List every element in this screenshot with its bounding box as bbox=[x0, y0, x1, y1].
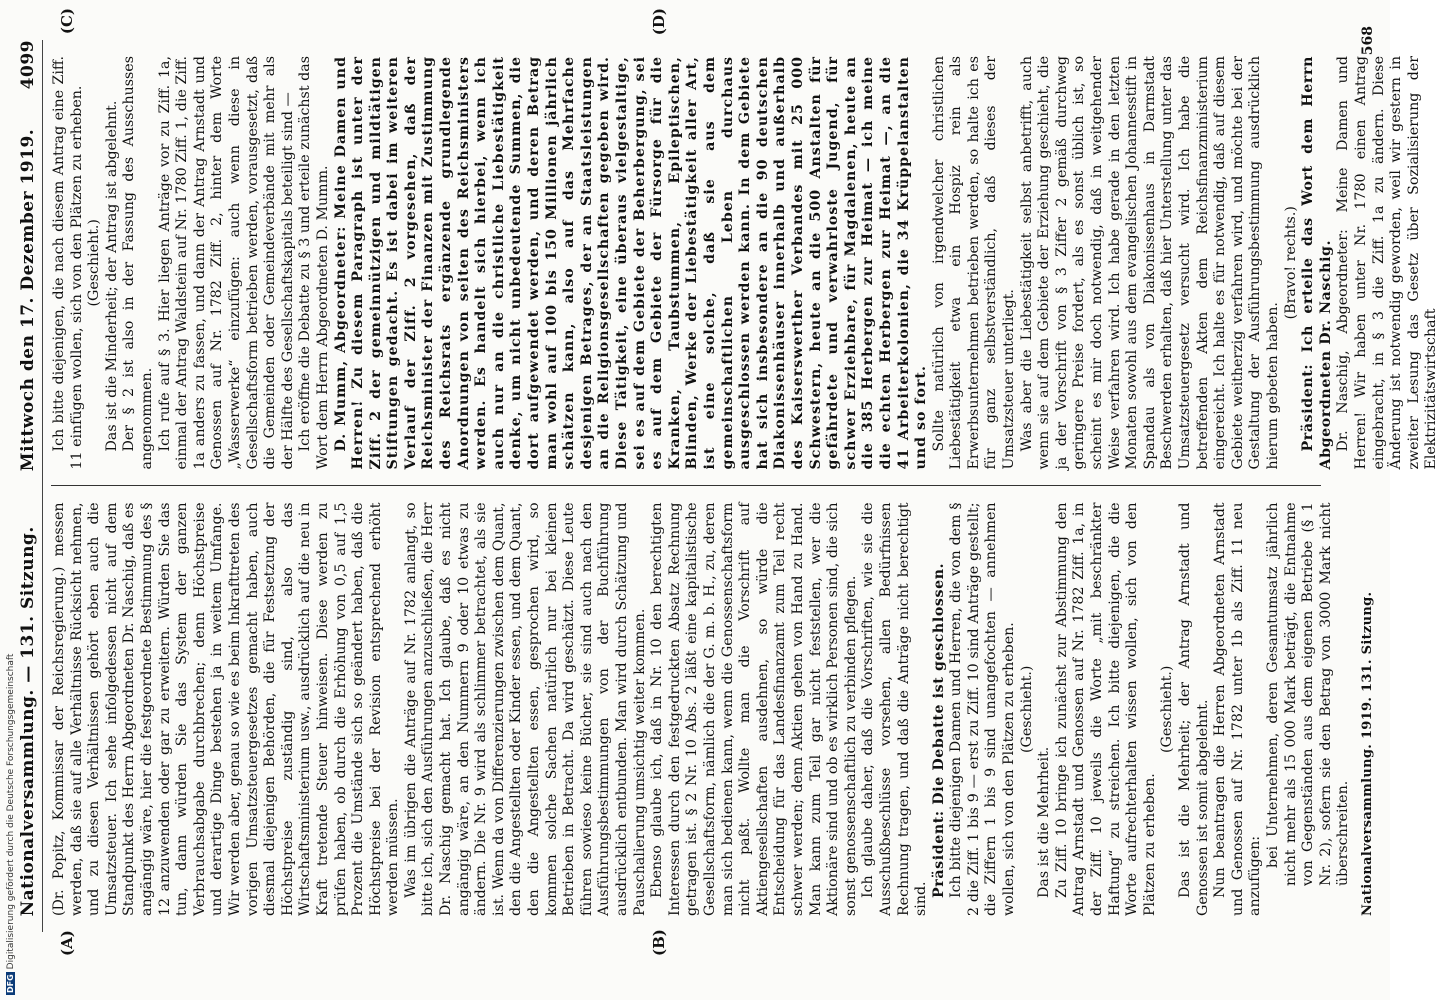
margin-marker-a: (A) bbox=[58, 930, 76, 956]
paragraph: Nun beantragen die Herren Abgeordneten Arnstadt und Genossen auf Nr. 1782 unter 1b als Ziff. 11 neu anzufügen: bbox=[1212, 502, 1264, 916]
header-session-title: Nationalversammlung. — 131. Sitzung. bbox=[18, 526, 38, 917]
margin-marker-c: (C) bbox=[58, 8, 76, 35]
sheet-number: 568 bbox=[1360, 26, 1376, 56]
credit-text: Digitalisierung gefördert durch die Deutsche Forschungsgemeinschaft bbox=[6, 653, 16, 970]
paragraph: Das ist die Minderheit; der Antrag ist abgelehnt. bbox=[103, 100, 120, 452]
speaker-paragraph: D. Mumm, Abgeordneter: Meine Damen und Herren! Zu diesem Paragraph ist unter der Ziff. 2 der gemeinnützigen und mildtätigen Stiftungen gedacht. Es ist dabei im weiteren Verlauf der Ziff. 2 vorgesehen, daß der Reichsminister der Finanzen mit Zustimmung des Reichsrats ergänzende grundlegende Anordnungen von seiten des Reichsministers werden. Es handelt sich hierbei, wenn ich auch nur an die christliche Liebestätigkeit denke, um nicht unbedeutende Summen, die dort aufgewendet werden, und deren Betrag man wohl auf 100 bis 150 Millionen jährlich schätzen kann, also auf das Mehrfache desjenigen Betrages, der an Staatsleistungen an die Religionsgesellschaften gegeben wird. Diese Tätigkeit, eine überaus vielgestaltige, sei es auf dem Gebiete der Beherbergung, sei es auf dem Gebiete der Fürsorge für die Kranken, Taubstummen, Epileptischen, Blinden, Werke der Liebestätigkeit aller Art, ist eine solche, daß sie aus dem gemeinschaftlichen Leben durchaus ausgeschlossen werden kann. In dem Gebiete hat sich insbesondere an die 90 deutschen Diakonissenhäuser innerhalb und außerhalb des Kaiserswerther Verbandes mit 25 000 Schwestern, heute an die 500 Anstalten für gefährdete und verwahrloste Jugend, für schwer Erziehbare, für Magdalenen, heute an die 385 Herbergen zur Heimat — ich meine die echten Herbergen zur Heimat —, an die 41 Arbeiterkolonien, die 34 Krüppelanstalten und so fort. bbox=[332, 56, 930, 470]
margin-marker-b: (B) bbox=[650, 929, 668, 956]
paragraph: Sollte natürlich von irgendwelcher christlichen Liebestätigkeit etwa ein Hospiz rein als Erwerbsunternehmen betrieben werden, so halte ich es für ganz selbstverständlich, daß dieses der Umsatzsteuer unterliegt. bbox=[930, 56, 1018, 470]
quoted-amendment: bei Unternehmen, deren Gesamtumsatz jährlich nicht mehr als 15 000 Mark beträgt, die Entnahme von Gegenständen aus dem eigenen Betriebe (§ 1 Nr. 2), sofern sie den Betrag von 3000 Mark nicht überschreiten. bbox=[1264, 502, 1352, 886]
paragraph: Das ist die Mehrheit. bbox=[1036, 746, 1053, 898]
paragraph: Zu Ziff. 10 bringe ich zunächst zur Abstimmung den Antrag Arnstadt und Genossen auf Nr. 1782 Ziff. 1a, in der Ziff. 10 jeweils die Worte „mit beschränkter Haftung“ zu streichen. Ich bitte diejenigen, die die Worte aufrechterhalten wissen wollen, sich von den Plätzen zu erheben. bbox=[1053, 502, 1158, 916]
paragraph: Das ist die Mehrheit; der Antrag Arnstadt und Genossen ist somit abgelehnt. bbox=[1177, 502, 1211, 916]
paragraph: Der § 2 ist also in der Fassung des Ausschusses angenommen. bbox=[121, 56, 155, 470]
speaker-paragraph: Präsident: Die Debatte ist geschlossen. bbox=[930, 562, 947, 898]
paragraph: Was aber die Liebestätigkeit selbst anbetrifft, auch wenn sie auf dem Gebiete der Erziehung geschieht, die ja der Vorschrift von § 3 Ziffer 2 gemäß durchweg geringere Preise fordert, als es sonst üblich ist, so scheint es mir doch notwendig, daß in weitgehender Weise verfahren wird. Ich habe gerade in den letzten Monaten sowohl aus dem evangelischen Johannesstift in Spandau als von Diakonissenhaus in Darmstadt Beschwerden erhalten, daß hier Unterstellung unter das Umsatzsteuergesetz versucht wird. Ich habe die betreffenden Akten dem Reichsfinanzministerium eingereicht. Ich halte es für notwendig, daß auf diesem Gebiete weitherzig verfahren wird, und möchte bei der Gestaltung der Ausführungsbestimmung ausdrücklich hierum gebeten haben. bbox=[1018, 56, 1281, 470]
dfg-logo: DFG bbox=[6, 974, 15, 993]
stage-direction: (Geschieht.) bbox=[1018, 665, 1035, 753]
column-divider bbox=[51, 486, 1321, 487]
stage-direction: (Geschieht.) bbox=[86, 219, 103, 307]
speaker-paragraph: Präsident: Ich erteile das Wort dem Herrn Abgeordneten Dr. Naschig. bbox=[1300, 56, 1334, 470]
paragraph: Ich eröffne die Debatte zu § 3 und erteile zunächst das Wort dem Herrn Abgeordneten D. Mumm. bbox=[297, 56, 331, 470]
paragraph: Dr. Naschig, Abgeordneter: Meine Damen und Herren! Wir haben unter Nr. 1780 einen Antrag eingebracht, in § 3 die Ziff. 1a zu ändern. Diese Änderung ist notwendig geworden, weil wir gestern in zweiter Lesung das Gesetz über Sozialisierung der Elektrizitätswirtschaft bbox=[1335, 56, 1440, 470]
stage-direction: (Geschieht.) bbox=[1159, 665, 1176, 753]
digitization-credit bbox=[6, 605, 22, 995]
page-footer: Nationalversammlung. 1919. 131. Sitzung. bbox=[1359, 591, 1375, 916]
credit-text-wrapper bbox=[6, 654, 16, 995]
paragraph: Ich bitte diejenigen, die nach diesem Antrag eine Ziff. 11 einfügen wollen, sich von den Plätzen zu erheben. bbox=[51, 56, 85, 470]
paragraph: Ich rufe auf § 3. Hier liegen Anträge vor zu Ziff. 1a, einmal der Antrag Waldstein auf Nr. 1780 Ziff. 1, die Ziff. 1a anders zu fassen, und dann der Antrag Arnstadt und Genossen auf Nr. 1782 Ziff. 2, hinter dem Worte „Wasserwerke“ einzufügen: auch wenn diese in Gesellschaftsform betrieben werden, vorausgesetzt, daß die Gemeinden oder Gemeindeverbände mit mehr als der Hälfte des Gesellschaftskapitals beteiligt sind — bbox=[156, 56, 296, 470]
left-column bbox=[51, 487, 1375, 933]
header-date: Mittwoch den 17. Dezember 1919. bbox=[18, 128, 38, 472]
paragraph: Was im übrigen die Anträge auf Nr. 1782 anlangt, so bitte ich, sich den Ausführungen anzuschließen, die Herr Dr. Naschig gemacht hat. Ich glaube, daß es nicht angängig wäre, an den Nummern 9 oder 10 etwas zu ändern. Die Nr. 9 wird als schlimmer betrachtet, als sie ist. Wenn da von Differenzierungen zwischen dem Quant, den die Angestellten oder Kinder essen, und dem Quant, den die Angestellten essen, gesprochen wird, so kommen solche Sachen natürlich nur bei kleinen Betrieben in Betracht. Da wird geschätzt. Diese Leute führen sowieso keine Bücher, sie sind auch nach den Ausführungsbestimmungen von der Buchführung ausdrücklich entbunden. Man wird durch Schätzung und Pauschalierung umsichtig weiter kommen. bbox=[402, 502, 648, 916]
header-page-number: 4099 bbox=[18, 39, 38, 90]
paragraph: (Dr. Popitz, Kommissar der Reichsregierung.) messen werden, daß sie auf alle Verhältnisse Rücksicht nehmen, und zu diesen Verhältnissen gehört eben auch die Umsatzsteuer. Ich sehe infolgedessen nicht auf dem Standpunkt des Herrn Abgeordneten Dr. Naschig, daß es angängig wäre, hier die festgeordnete Bestimmung des § 12 anzuwenden oder gar zu erweitern. Würden Sie das tun, dann würden Sie das System der ganzen Verbrauchsabgabe durchbrechen; denn Höchstpreise und derartige Dinge bestehen ja in weitem Umfange. Wir werden aber, genau so wie es beim Inkrafttreten des vorigen Umsatzsteuergesetzes gemacht haben, auch diesmal diejenigen Behörden, die für Festsetzung der Höchstpreise zuständig sind, also das Wirtschaftsministerium usw., ausdrücklich auf die neu in Kraft tretende Steuer hinweisen. Diese werden zu prüfen haben, ob durch die Erhöhung von 0,5 auf 1,5 Prozent die Umstände sich so geändert haben, daß die Höchstpreise bei der Revision entsprechend erhöht werden müssen. bbox=[51, 502, 402, 916]
paragraph: Ich glaube daher, daß die Vorschriften, wie sie die Ausschußbeschlüsse vorsehen, allen Bedürfnissen Rechnung tragen, und daß die Anträge nicht berechtigt sind. bbox=[860, 502, 930, 916]
stage-direction: (Bravo! rechts.) bbox=[1282, 206, 1299, 320]
paragraph: Ebenso glaube ich, daß in Nr. 10 den berechtigten Interessen durch den festgedruckten Absatz Rechnung getragen ist. § 2 Nr. 10 Abs. 2 läßt eine kapitalistische Gesellschaftsform, nämlich die der G. m. b. H., zu, deren man sich bedienen kann, wenn die Genossenschaftsform nicht paßt. Wollte man die Vorschrift auf Aktiengesellschaften ausdehnen, so würde die Entscheidung für das Landesfinanzamt zum Teil recht schwer werden; denn Aktien gehen von Hand zu Hand. Man kann zum Teil gar nicht feststellen, wer die Aktionäre sind und ob es wirklich Personen sind, die sich sonst genossenschaftlich zu verbinden pflegen. bbox=[649, 502, 859, 916]
paragraph: Ich bitte diejenigen Damen und Herren, die von dem § 2 die Ziff. 1 bis 9 — erst zu Ziff. 10 sind Anträge gestellt; die Ziffern 1 bis 9 sind unangefochten — annehmen wollen, sich von den Plätzen zu erheben. bbox=[948, 502, 1018, 916]
margin-marker-d: (D) bbox=[650, 8, 668, 36]
